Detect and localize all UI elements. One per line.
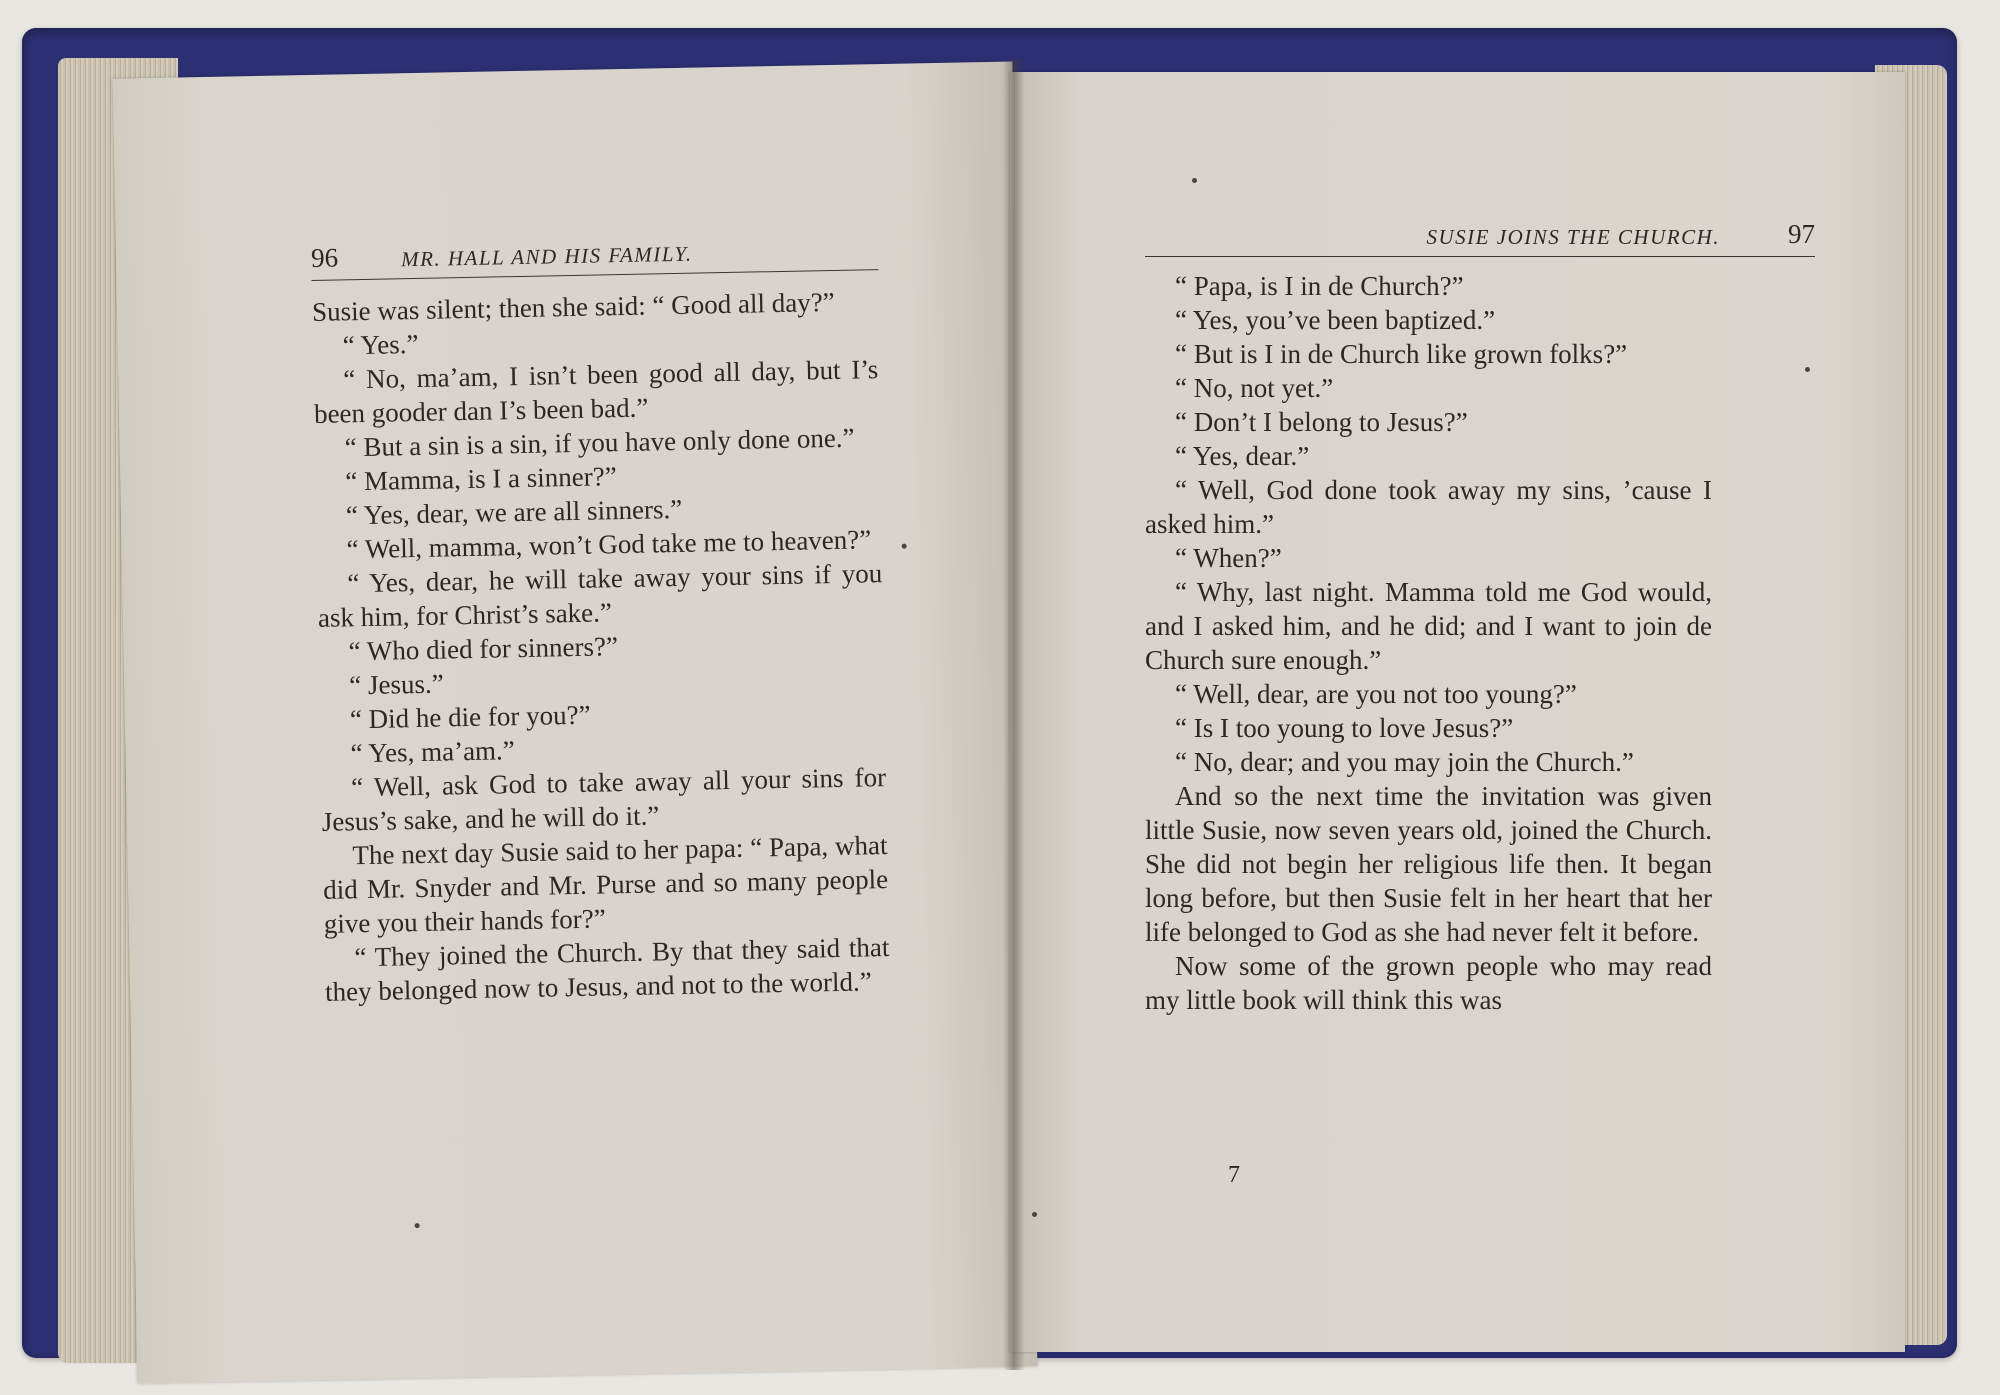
left-page-number: 96 xyxy=(310,242,339,273)
ink-speck xyxy=(1032,1212,1037,1217)
paragraph: “ Who died for sinners?” xyxy=(348,631,619,667)
paragraph: “ No, not yet.” xyxy=(1175,373,1334,403)
paragraph: “ Did he die for you?” xyxy=(349,699,591,735)
left-page-header xyxy=(311,229,879,281)
paragraph: “ Well, God done took away my sins, ’cause I asked him.” xyxy=(1145,475,1712,539)
ink-speck xyxy=(1805,367,1810,372)
paragraph: “ Papa, is I in de Church?” xyxy=(1175,271,1464,301)
paragraph: “ Why, last night. Mamma told me God would, and I asked him, and he did; and I want to join de Church sure enough.” xyxy=(1145,577,1712,675)
paragraph: “ Is I too young to love Jesus?” xyxy=(1175,713,1514,743)
left-page xyxy=(113,61,1038,1383)
paragraph: “ They joined the Church. By that they said that they belonged now to Jesus, and not to the world.” xyxy=(324,932,890,1007)
paragraph: Now some of the grown people who may read my little book will think this was xyxy=(1145,951,1712,1015)
paragraph: “ Mamma, is I a sinner?” xyxy=(345,461,617,497)
paragraph: “ When?” xyxy=(1175,543,1282,573)
right-page-header xyxy=(1145,216,1815,257)
paragraph: “ Yes, dear.” xyxy=(1175,441,1310,471)
paragraph: “ Well, ask God to take away all your sins for Jesus’s sake, and he will do it.” xyxy=(321,762,887,837)
ink-speck xyxy=(415,1223,420,1228)
paragraph: “ Don’t I belong to Jesus?” xyxy=(1175,407,1468,437)
paragraph: “ But a sin is a sin, if you have only done one.” xyxy=(344,422,855,463)
paragraph: “ Yes, dear, he will take away your sins if you ask him, for Christ’s sake.” xyxy=(317,558,883,633)
signature-mark: 7 xyxy=(1228,1162,1240,1188)
paragraph: “ But is I in de Church like grown folks?” xyxy=(1175,339,1628,369)
paragraph: “ No, ma’am, I isn’t been good all day, but I’s been gooder dan I’s been bad.” xyxy=(313,354,879,429)
paragraph: “ No, dear; and you may join the Church.” xyxy=(1175,747,1634,777)
paragraph: “ Jesus.” xyxy=(348,668,444,701)
left-page-text xyxy=(312,284,891,1009)
paragraph: “ Yes, you’ve been baptized.” xyxy=(1175,305,1496,335)
paragraph: “ Yes, ma’am.” xyxy=(350,735,516,769)
right-running-title: SUSIE JOINS THE CHURCH. xyxy=(1426,225,1720,249)
right-page xyxy=(1010,72,1905,1352)
paragraph: “ Well, dear, are you not too young?” xyxy=(1175,679,1577,709)
paragraph: The next day Susie said to her papa: “ Papa, what did Mr. Snyder and Mr. Purse and so many people give you their hands for?” xyxy=(322,830,889,939)
paragraph: “ Well, mamma, won’t God take me to heaven?” xyxy=(346,524,872,565)
paragraph: Susie was silent; then she said: “ Good all day?” xyxy=(311,286,835,327)
book-gutter xyxy=(1003,60,1025,1370)
ink-speck xyxy=(902,544,907,549)
left-running-title: MR. HALL AND HIS FAMILY. xyxy=(400,241,693,272)
right-page-text xyxy=(1145,269,1712,1017)
paragraph: “ Yes.” xyxy=(342,328,419,361)
paragraph: And so the next time the invitation was given little Susie, now seven years old, joined the Church. She did not begin her religious life then. It began long before, but then Susie felt in her heart that her life belonged to God as she had never felt it before. xyxy=(1145,781,1712,947)
right-page-number: 97 xyxy=(1788,219,1815,249)
paragraph: “ Yes, dear, we are all sinners.” xyxy=(345,493,683,531)
ink-speck xyxy=(1192,178,1197,183)
